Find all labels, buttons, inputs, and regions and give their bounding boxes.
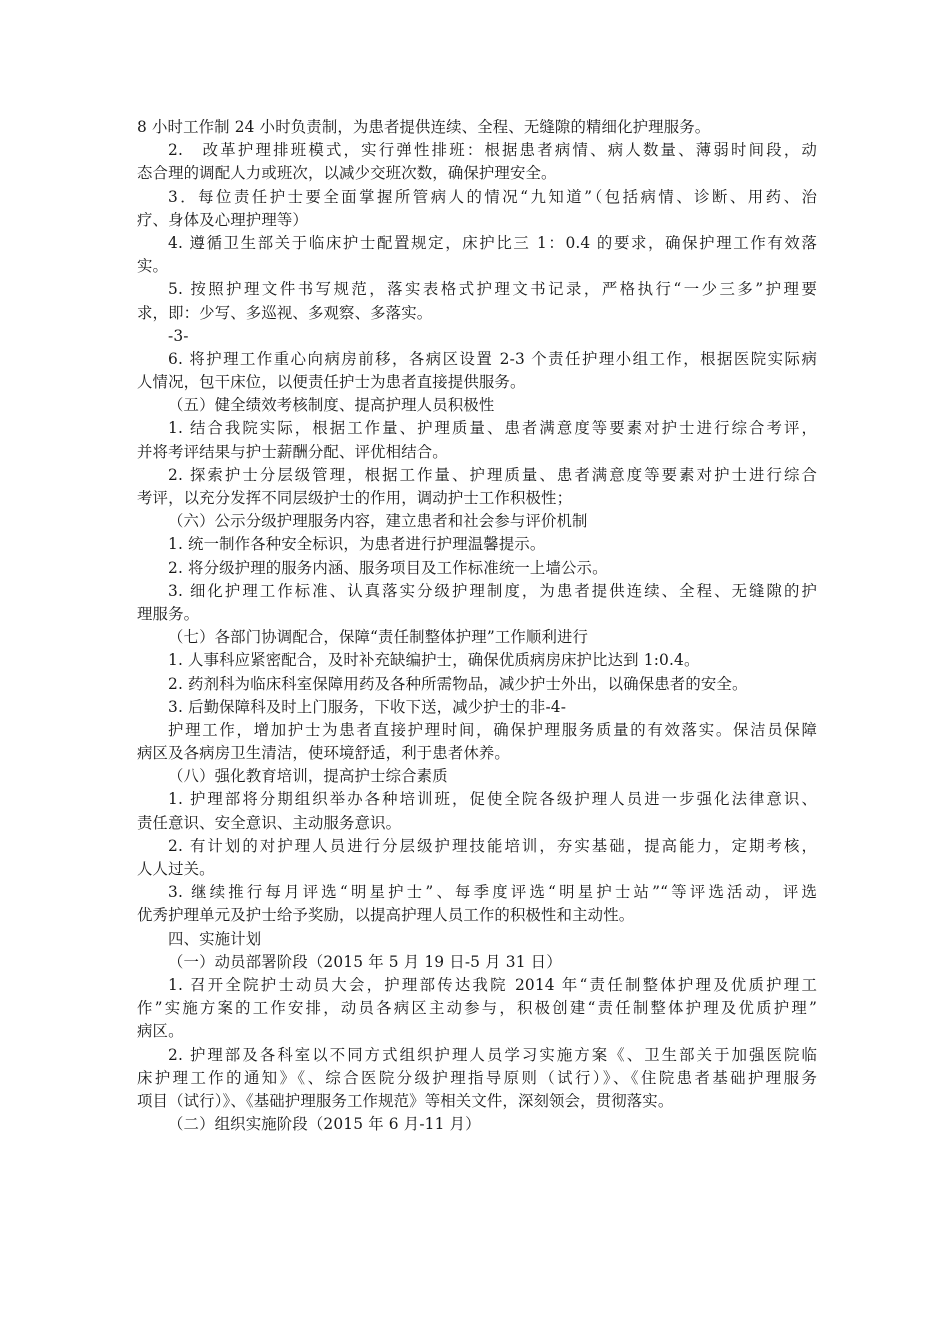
text-line: （五）健全绩效考核制度、提高护理人员积极性 (168, 396, 495, 415)
text-line: 考评，以充分发挥不同层级护士的作用，调动护士工作积极性； (137, 489, 573, 507)
text-line: 1. 结合我院实际，根据工作量、护理质量、患者满意度等要素对护士进行综合考评， (168, 419, 817, 438)
text-line: 项目（试行）》、《基础护理服务工作规范》等相关文件，深刻领会，贯彻落实。 (137, 1091, 674, 1110)
text-line: 态合理的调配人力或班次，以减少交班次数，确保护理安全。 (137, 164, 557, 183)
text-line: （一）动员部署阶段（2015 年 5 月 19 日-5 月 31 日） (168, 952, 562, 971)
text-line: 2. 探索护士分层级管理，根据工作量、护理质量、患者满意度等要素对护士进行综合 (168, 465, 817, 484)
text-line: 优秀护理单元及护士给予奖励，以提高护理人员工作的积极性和主动性。 (137, 906, 635, 925)
text-line: 2. 护理部及各科室以不同方式组织护理人员学习实施方案《、卫生部关于加强医院临 (168, 1045, 817, 1064)
text-line: 并将考评结果与护士薪酬分配、评优相结合。 (137, 442, 448, 461)
text-line: 2. 有计划的对护理人员进行分层级护理技能培训，夯实基础，提高能力，定期考核， (168, 836, 817, 855)
text-line: 3. 细化护理工作标准、认真落实分级护理制度，为患者提供连续、全程、无缝隙的护 (168, 581, 817, 600)
text-line: 人情况，包干床位，以便责任护士为患者直接提供服务。 (137, 373, 526, 392)
text-line: 2. 药剂科为临床科室保障用药及各种所需物品，减少护士外出，以确保患者的安全。 (168, 674, 748, 693)
text-line: 实。 (137, 257, 169, 276)
text-line: 病区。 (137, 1022, 184, 1041)
text-line: 2. 改革护理排班模式，实行弹性排班：根据患者病情、病人数量、薄弱时间段，动 (168, 141, 817, 160)
text-line: 护理工作，增加护士为患者直接护理时间，确保护理服务质量的有效落实。保洁员保障 (168, 720, 817, 739)
text-line: 3. 继续推行每月评选“明星护士”、每季度评选“明星护士站”“等评选活动，评选 (168, 883, 817, 902)
text-line: 1. 人事科应紧密配合，及时补充缺编护士，确保优质病房床护比达到 1:0.4。 (168, 651, 700, 670)
text-line: 疗、身体及心理护理等） (137, 210, 308, 229)
text-line: 4. 遵循卫生部关于临床护士配置规定，床护比三 1：0.4 的要求，确保护理工作有效落 (168, 233, 817, 252)
text-line: 1. 召开全院护士动员大会，护理部传达我院 2014 年“责任制整体护理及优质护理工 (168, 975, 817, 994)
text-line: 理服务。 (137, 604, 200, 623)
text-line: （二）组织实施阶段（2015 年 6 月-11 月） (168, 1115, 481, 1134)
text-line: （七）各部门协调配合，保障“责任制整体护理”工作顺利进行 (168, 628, 589, 647)
text-line: 8 小时工作制 24 小时负责制，为患者提供连续、全程、无缝隙的精细化护理服务。 (137, 118, 711, 136)
text-line: 2. 将分级护理的服务内涵、服务项目及工作标准统一上墙公示。 (168, 558, 608, 577)
text-line: 人人过关。 (137, 860, 215, 878)
text-line: 病区及各病房卫生清洁，使环境舒适，利于患者休养。 (137, 744, 510, 763)
document-page (137, 116, 817, 1136)
text-line: 1. 护理部将分期组织举办各种培训班，促使全院各级护理人员进一步强化法律意识、 (168, 790, 817, 809)
text-line: （八）强化教育培训，提高护士综合素质 (168, 767, 448, 786)
text-line: 3. 后勤保障科及时上门服务，下收下送，减少护士的非-4- (168, 697, 567, 716)
text-line: 求，即：少写、多巡视、多观察、多落实。 (137, 303, 433, 322)
text-line: 3．每位责任护士要全面掌握所管病人的情况“九知道”（包括病情、诊断、用药、治 (168, 187, 817, 206)
text-line: 作”实施方案的工作安排，动员各病区主动参与，积极创建“责任制整体护理及优质护理” (137, 999, 817, 1018)
text-line: 5. 按照护理文件书写规范，落实表格式护理文书记录，严格执行“一少三多”护理要 (168, 280, 817, 299)
text-line: 1. 统一制作各种安全标识，为患者进行护理温馨提示。 (168, 535, 546, 554)
text-line: 四、实施计划 (168, 929, 262, 948)
text-line: （六）公示分级护理服务内容，建立患者和社会参与评价机制 (168, 512, 588, 531)
text-line: 床护理工作的通知》《、综合医院分级护理指导原则（试行）》、《住院患者基础护理服务 (137, 1068, 817, 1087)
text-line: 责任意识、安全意识、主动服务意识。 (137, 813, 402, 832)
text-line: -3- (168, 326, 189, 345)
text-line: 6. 将护理工作重心向病房前移，各病区设置 2-3 个责任护理小组工作，根据医院实际病 (168, 349, 817, 368)
